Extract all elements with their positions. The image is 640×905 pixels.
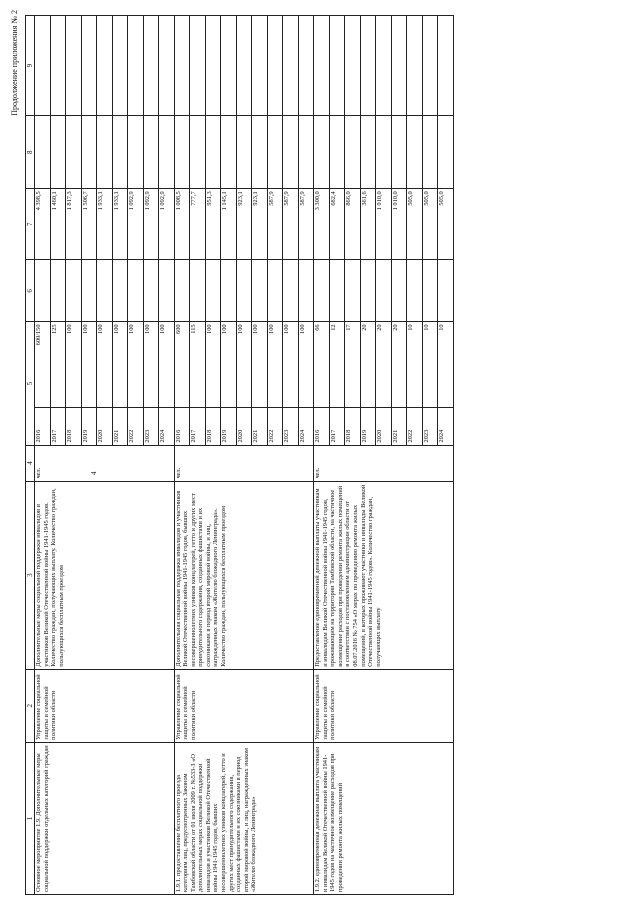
indicator-value: 125 [50,322,66,408]
value-col9 [329,16,345,116]
year-cell: 2020 [236,408,252,445]
amount-value: 682,4 [329,189,345,260]
value-col9 [50,16,66,116]
col-header-7: 7 [26,189,35,260]
amount-value: 777,7 [190,189,206,260]
col-header-8: 8 [26,116,35,189]
col-header-2: 2 [26,669,35,742]
amount-value: 1 817,3 [66,189,82,260]
indicator-description: Дополнительная социальная поддержка инвалидов и участников Великой Отечественной войны 1941-1945 годов, бывших несовершеннолетних узников концлагерей, гетто и других мест принудительного содержания, созданных фашистами и их союзниками в период второй мировой войны, и лиц, награжденных знаком «Жителю блокадного Ленинграда». Количество граждан, пользующихся бесплатным проездом [174,481,314,669]
value-col9 [97,16,113,116]
amount-value: 923,1 [252,189,268,260]
amount-value: 1 460,1 [50,189,66,260]
value-col6 [391,260,407,322]
year-cell: 2020 [97,408,113,445]
year-cell: 2021 [391,408,407,445]
amount-value: 4 398,5 [35,189,51,260]
year-cell: 2022 [407,408,423,445]
indicator-value: 100 [252,322,268,408]
year-cell: 2019 [81,408,97,445]
value-col8 [236,116,252,189]
year-cell: 2018 [205,408,221,445]
value-col6 [97,260,113,322]
indicator-value: 20 [391,322,407,408]
value-col9 [252,16,268,116]
value-col6 [35,260,51,322]
indicator-value: 600/150 [35,322,51,408]
indicator-value: 100 [66,322,82,408]
value-col8 [112,116,128,189]
amount-value: 3 300,0 [314,189,330,260]
responsible-agency: Управление социальной защиты и семейной политики области [314,669,454,742]
year-cell: 2019 [360,408,376,445]
value-col8 [345,116,361,189]
value-col8 [190,116,206,189]
amount-value: 951,3 [205,189,221,260]
indicator-value: 10 [438,322,454,408]
responsible-agency: Управление социальной защиты и семейной политики области [35,669,175,742]
indicator-value: 100 [221,322,237,408]
value-col6 [66,260,82,322]
value-col9 [267,16,283,116]
amount-value: 1 092,9 [143,189,159,260]
value-col9 [205,16,221,116]
value-col6 [205,260,221,322]
value-col9 [128,16,144,116]
value-col8 [252,116,268,189]
value-col9 [190,16,206,116]
year-cell: 2023 [283,408,299,445]
col-header-6: 6 [26,260,35,322]
value-col8 [283,116,299,189]
value-col6 [50,260,66,322]
table-body [35,16,454,895]
indicator-value: 115 [190,322,206,408]
year-cell: 2021 [252,408,268,445]
value-col8 [128,116,144,189]
value-col8 [81,116,97,189]
block-title: Основное мероприятие 1.9. Дополнительные меры социальной поддержки отдельных категорий граждан [35,742,175,894]
value-col9 [376,16,392,116]
amount-value: 505,0 [438,189,454,260]
indicator-value: 100 [159,322,175,408]
year-cell: 2024 [298,408,314,445]
value-col6 [345,260,361,322]
value-col8 [205,116,221,189]
value-col6 [360,260,376,322]
value-col6 [174,260,190,322]
year-cell: 2018 [345,408,361,445]
amount-value: 587,9 [283,189,299,260]
value-col8 [174,116,190,189]
amount-value: 1 506,7 [81,189,97,260]
year-cell: 2019 [221,408,237,445]
col-header-3: 3 [26,481,35,669]
value-col6 [329,260,345,322]
value-col8 [391,116,407,189]
value-col8 [407,116,423,189]
indicator-value: 100 [128,322,144,408]
year-cell: 2017 [190,408,206,445]
value-col9 [314,16,330,116]
value-col9 [283,16,299,116]
indicator-value: 17 [345,322,361,408]
col-header-4: 4 [26,445,35,481]
unit-cell: чел. [174,445,314,481]
value-col8 [438,116,454,189]
table-row [314,16,330,895]
indicator-value: 100 [236,322,252,408]
year-cell: 2017 [329,408,345,445]
value-col8 [221,116,237,189]
indicator-value: 10 [422,322,438,408]
value-col8 [97,116,113,189]
block-title: 1.9.2. единовременная денежная выплата участникам и инвалидам Великой Отечественной войны 1941-1945 годов на частичное возмещение расходов при проведении ремонта жилых помещений [314,742,454,894]
year-cell: 2024 [159,408,175,445]
value-col8 [267,116,283,189]
indicator-value: 100 [205,322,221,408]
value-col6 [283,260,299,322]
indicator-value: 100 [298,322,314,408]
value-col9 [221,16,237,116]
indicator-value: 600 [174,322,190,408]
block-title: 1.9.1. предоставление бесплатного проезда категориям лиц, предусмотренных Законом Тамбовской области от 01 июля 2009 г. №533-З «О дополнительных мерах социальной поддержки инвалидов и участников Великой Отечественной войны 1941-1945 годов, бывших несовершеннолетних узников концлагерей, гетто и других мест принудительного содержания, созданных фашистами и их союзниками в период второй мировой войны, и лиц, награжденных знаком «Жителю блокадного Ленинграда» [174,742,314,894]
value-col9 [236,16,252,116]
value-col9 [143,16,159,116]
col-header-1: 1 [26,742,35,894]
value-col6 [159,260,175,322]
indicator-value: 100 [97,322,113,408]
amount-value: 1 010,0 [391,189,407,260]
amount-value: 923,1 [236,189,252,260]
indicator-value: 100 [112,322,128,408]
value-col8 [66,116,82,189]
indicator-value: 100 [143,322,159,408]
year-cell: 2022 [267,408,283,445]
amount-value: 505,0 [407,189,423,260]
header-row [26,16,35,895]
value-col6 [298,260,314,322]
year-cell: 2016 [314,408,330,445]
value-col9 [438,16,454,116]
table-row [35,16,51,895]
indicator-value: 66 [314,322,330,408]
year-cell: 2023 [422,408,438,445]
amount-value: 1 092,9 [159,189,175,260]
value-col6 [112,260,128,322]
value-col6 [221,260,237,322]
year-cell: 2020 [376,408,392,445]
amount-value: 587,9 [298,189,314,260]
year-cell: 2024 [438,408,454,445]
value-col8 [329,116,345,189]
value-col6 [438,260,454,322]
value-col8 [314,116,330,189]
value-col8 [35,116,51,189]
value-col6 [267,260,283,322]
amount-value: 587,9 [267,189,283,260]
value-col6 [81,260,97,322]
amount-value: 1 933,1 [97,189,113,260]
unit-cell: чел. [314,445,454,481]
value-col9 [391,16,407,116]
amount-value: 361,6 [360,189,376,260]
col-header-9: 9 [26,16,35,116]
page-number: 4 [90,471,98,475]
value-col9 [298,16,314,116]
year-cell: 2016 [35,408,51,445]
value-col9 [407,16,423,116]
year-cell: 2016 [174,408,190,445]
indicator-value: 10 [407,322,423,408]
value-col9 [345,16,361,116]
indicator-value: 100 [81,322,97,408]
appendix-note: Продолжение приложения № 2 [10,10,19,116]
indicator-value: 20 [360,322,376,408]
value-col9 [81,16,97,116]
value-col9 [174,16,190,116]
amount-value: 1 933,1 [112,189,128,260]
indicator-value: 12 [329,322,345,408]
value-col6 [376,260,392,322]
year-cell: 2022 [128,408,144,445]
value-col8 [360,116,376,189]
value-col8 [298,116,314,189]
value-col6 [128,260,144,322]
year-cell: 2023 [143,408,159,445]
value-col6 [252,260,268,322]
year-cell: 2021 [112,408,128,445]
responsible-agency: Управление социальной защиты и семейной политики области [174,669,314,742]
value-col6 [314,260,330,322]
col-header-5: 5 [26,322,35,445]
indicator-value: 20 [376,322,392,408]
value-col9 [422,16,438,116]
amount-value: 1 010,0 [376,189,392,260]
value-col6 [143,260,159,322]
amount-value: 505,0 [422,189,438,260]
value-col8 [50,116,66,189]
amount-value: 1 145,1 [221,189,237,260]
value-col8 [159,116,175,189]
value-col8 [422,116,438,189]
amount-value: 1 092,9 [128,189,144,260]
year-cell: 2017 [50,408,66,445]
value-col9 [360,16,376,116]
table-row [174,16,190,895]
value-col9 [66,16,82,116]
value-col8 [376,116,392,189]
amount-value: 866,0 [345,189,361,260]
indicator-value: 100 [283,322,299,408]
value-col6 [422,260,438,322]
program-table [25,15,454,895]
indicator-value: 100 [267,322,283,408]
value-col8 [143,116,159,189]
year-cell: 2018 [66,408,82,445]
value-col9 [112,16,128,116]
value-col9 [35,16,51,116]
amount-value: 1 008,5 [174,189,190,260]
value-col6 [407,260,423,322]
value-col9 [159,16,175,116]
value-col6 [236,260,252,322]
unit-cell: чел. [35,445,175,481]
indicator-description: Дополнительные меры социальной поддержки инвалидов и участников Великой Отечественной войны 1941-1945 годов. Количество граждан, получающих выплату. Количество граждан, пользующихся бесплатным проездом [35,481,175,669]
indicator-description: Предоставление единовременной денежной выплаты участникам и инвалидам Великой Отечественной войны 1941-1945 годов, проживающим на территории Тамбовской области, на частичное возмещение расходов при проведении ремонта жилых помещений в соответствии с постановлением администрации области от 08.07.2016 № 754 «О мерах по проведению ремонта жилых помещений, в которых проживают участники и инвалиды Великой Отечественной войны 1941-1945 годов». Количество граждан, получающих выплату [314,481,454,669]
value-col6 [190,260,206,322]
